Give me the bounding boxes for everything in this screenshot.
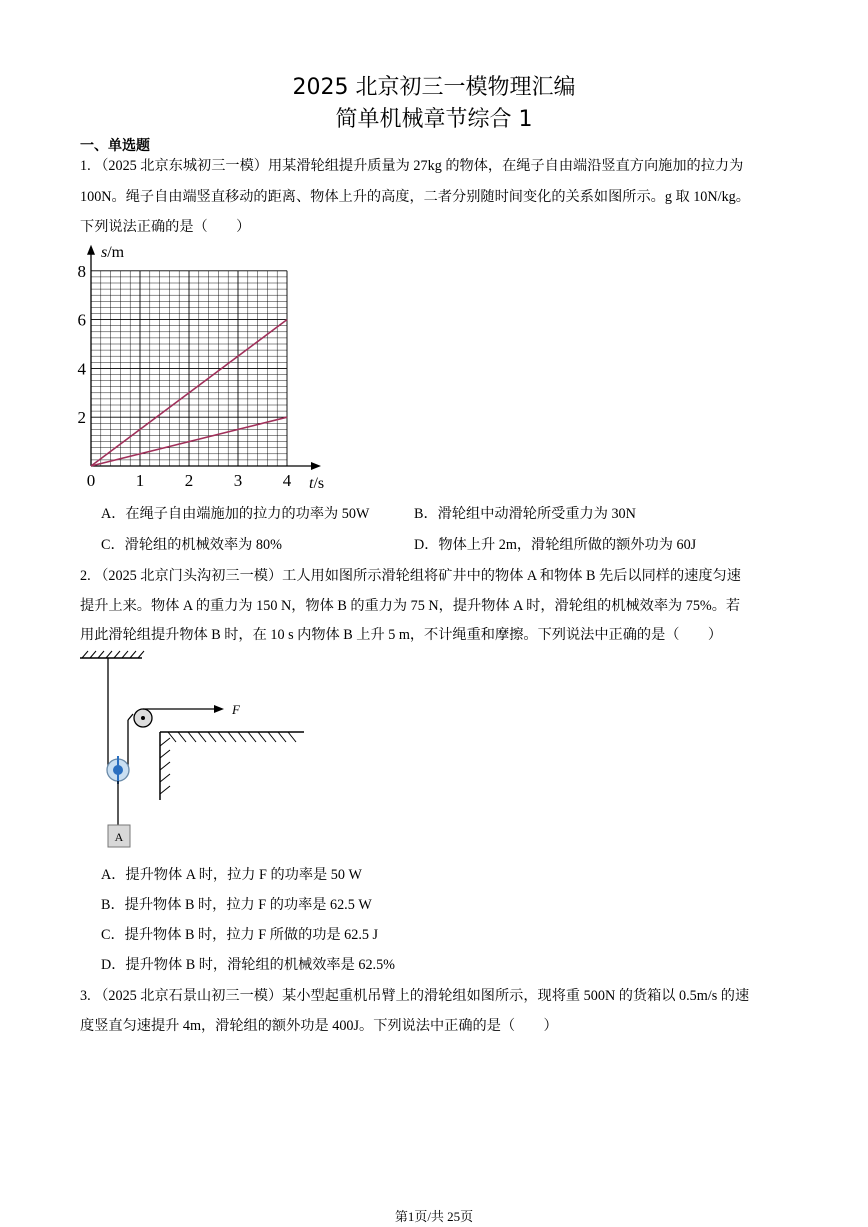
q2-option-c[interactable]: C．提升物体 B 时，拉力 F 所做的功是 62.5 J [101,927,379,943]
q1-text-line: 1. （2025 北京东城初三一模）用某滑轮组提升质量为 27kg 的物体，在绳子自由端沿竖直方向施加的拉力为 [80,158,744,174]
q2-option-b[interactable]: B．提升物体 B 时，拉力 F 的功率是 62.5 W [101,897,372,913]
x-tick-label: 0 [86,471,96,490]
pulley-diagram [78,650,318,850]
y-tick-label: 4 [77,359,86,379]
q2-option-d[interactable]: D．提升物体 B 时，滑轮组的机械效率是 62.5% [101,957,395,973]
q3-text-line: 3. （2025 北京石景山初三一模）某小型起重机吊臂上的滑轮组如图所示，现将重 500N 的货箱以 0.5m/s 的速 [80,988,750,1004]
q2-text-line: 提升上来。物体 A 的重力为 150 N，物体 B 的重力为 75 N，提升物体 A 时，滑轮组的机械效率为 75%。若 [80,598,741,614]
x-tick-label: 2 [184,471,194,490]
q2-text-line: 2. （2025 北京门头沟初三一模）工人用如图所示滑轮组将矿井中的物体 A 和物体 B 先后以同样的速度匀速 [80,568,741,584]
q1-option-b[interactable]: B．滑轮组中动滑轮所受重力为 30N [414,506,636,522]
chart-axes [87,245,321,470]
x-tick-label: 3 [233,471,243,490]
page-footer: 第1页/共 25页 [394,1209,474,1224]
y-tick-label: 8 [77,261,86,281]
force-label: F [232,702,240,717]
x-tick-label: 1 [135,471,145,490]
q1-option-d[interactable]: D．物体上升 2m，滑轮组所做的额外功为 60J [414,537,697,553]
y-axis-label: s/m [101,243,125,261]
q2-text-line: 用此滑轮组提升物体 B 时，在 10 s 内物体 B 上升 5 m，不计绳重和摩擦。下列说法中正确的是（ ） [80,627,723,643]
force-arrow-icon [214,705,224,713]
chart-grid [91,271,287,466]
y-tick-label: 6 [77,310,86,330]
x-axis-arrow-icon [311,462,321,470]
y-tick-label: 2 [77,408,86,428]
q3-text-line: 度竖直匀速提升 4m，滑轮组的额外功是 400J。下列说法中正确的是（ ） [80,1018,558,1034]
block-label: A [114,830,124,844]
s-t-chart [70,242,330,492]
ceiling-hatch [82,651,144,658]
q1-text-line: 下列说法正确的是（ ） [80,219,251,235]
ground-hatch [160,732,296,794]
q1-text-line: 100N。绳子自由端竖直移动的距离、物体上升的高度，二者分别随时间变化的关系如图所示。g 取 10N/kg。 [80,189,750,205]
q1-option-a[interactable]: A．在绳子自由端施加的拉力的功率为 50W [101,506,370,522]
y-axis-arrow-icon [87,245,95,255]
section-heading: 一、单选题 [80,138,150,154]
x-tick-label: 4 [282,471,292,490]
document-title: 2025 北京初三一模物理汇编 [292,75,576,100]
q1-option-c[interactable]: C．滑轮组的机械效率为 80% [101,537,282,553]
x-axis-label: t/s [309,475,325,492]
q2-option-a[interactable]: A．提升物体 A 时，拉力 F 的功率是 50 W [101,867,362,883]
document-subtitle: 简单机械章节综合 1 [335,107,533,132]
